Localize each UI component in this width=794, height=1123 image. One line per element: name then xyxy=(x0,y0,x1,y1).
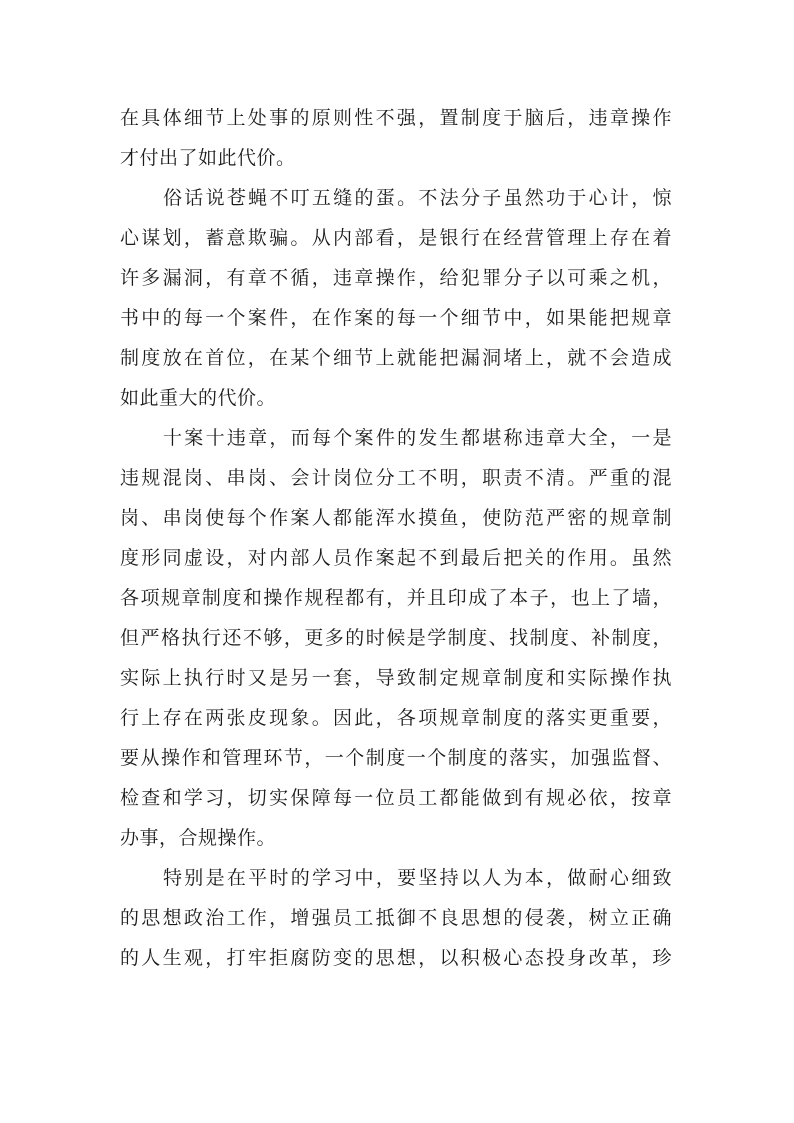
text-line: 的人生观，打牢拒腐防变的思想，以积极心态投身改革，珍 xyxy=(120,947,672,969)
text-line: 俗话说苍蝇不叮五缝的蛋。不法分子虽然功于心计，惊 xyxy=(163,187,672,209)
text-line: 各项规章制度和操作规程都有，并且印成了本子，也上了墙， xyxy=(120,587,672,609)
text-line: 实际上执行时又是另一套，导致制定规章制度和实际操作执 xyxy=(120,667,672,689)
text-line: 岗、串岗使每个作案人都能浑水摸鱼，使防范严密的规章制 xyxy=(120,507,672,529)
text-line: 特别是在平时的学习中，要坚持以人为本，做耐心细致 xyxy=(163,867,672,889)
text-line: 违规混岗、串岗、会计岗位分工不明，职责不清。严重的混 xyxy=(120,467,672,489)
text-line: 心谋划，蓄意欺骗。从内部看，是银行在经营管理上存在着 xyxy=(120,227,672,249)
text-line: 检查和学习，切实保障每一位员工都能做到有规必依，按章 xyxy=(120,787,672,809)
text-line: 的思想政治工作，增强员工抵御不良思想的侵袭，树立正确 xyxy=(120,907,672,929)
text-line: 要从操作和管理环节，一个制度一个制度的落实，加强监督、 xyxy=(120,747,672,769)
text-line: 如此重大的代价。 xyxy=(120,387,277,409)
text-line: 十案十违章，而每个案件的发生都堪称违章大全，一是 xyxy=(163,427,672,449)
text-line: 许多漏洞，有章不循，违章操作，给犯罪分子以可乘之机， xyxy=(120,267,672,289)
text-line: 在具体细节上处事的原则性不强，置制度于脑后，违章操作 xyxy=(120,107,672,129)
text-line: 办事，合规操作。 xyxy=(120,827,277,849)
text-line: 制度放在首位，在某个细节上就能把漏洞堵上，就不会造成 xyxy=(120,347,672,369)
text-line: 度形同虚设，对内部人员作案起不到最后把关的作用。虽然 xyxy=(120,547,672,569)
text-line: 但严格执行还不够，更多的时候是学制度、找制度、补制度， xyxy=(120,627,672,649)
text-line: 才付出了如此代价。 xyxy=(120,147,296,169)
text-line: 书中的每一个案件，在作案的每一个细节中，如果能把规章 xyxy=(120,307,672,329)
text-line: 行上存在两张皮现象。因此，各项规章制度的落实更重要， xyxy=(120,707,672,729)
